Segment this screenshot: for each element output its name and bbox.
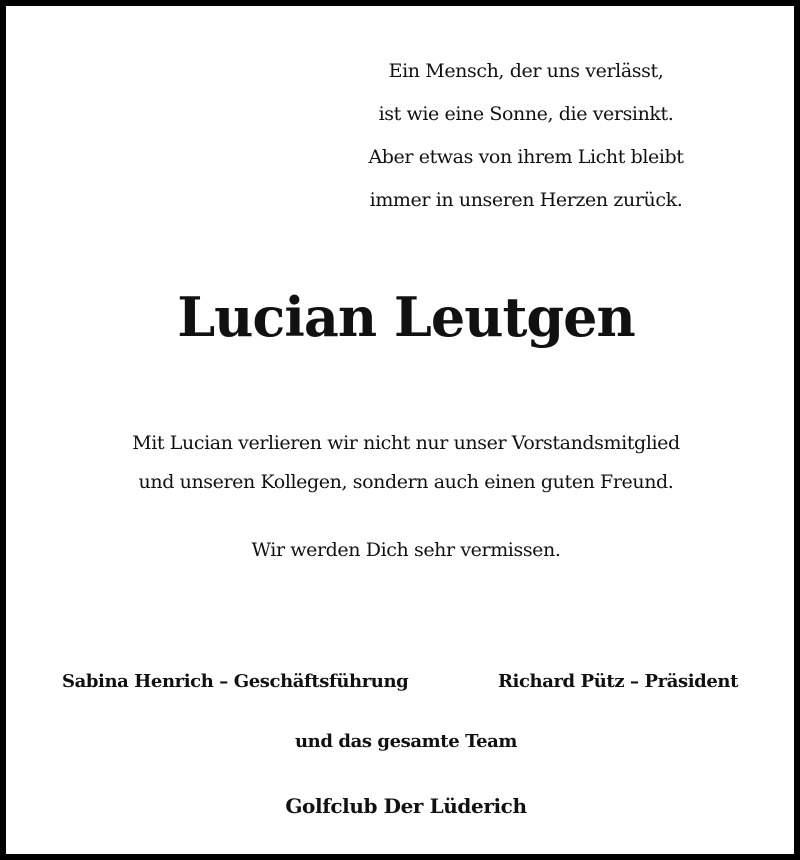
closing-line: Wir werden Dich sehr vermissen.: [251, 539, 561, 561]
poem-line: immer in unseren Herzen zurück.: [369, 189, 683, 211]
message-line: und unseren Kollegen, sondern auch einen guten Freund.: [138, 471, 674, 493]
signature-president: Richard Pütz – Präsident: [497, 671, 738, 692]
message-line: Mit Lucian verlieren wir nicht nur unser Vorstandsmitglied: [132, 432, 680, 454]
club-name: Golfclub Der Lüderich: [285, 794, 527, 818]
poem-line: Ein Mensch, der uns verlässt,: [388, 60, 664, 82]
poem-line: ist wie eine Sonne, die versinkt.: [378, 103, 674, 125]
deceased-name: Lucian Leutgen: [177, 285, 635, 349]
signature-managing-director: Sabina Henrich – Geschäftsführung: [62, 671, 409, 692]
memorial-poem: [326, 50, 726, 222]
signature-team: und das gesamte Team: [294, 731, 518, 752]
poem-line: Aber etwas von ihrem Licht bleibt: [368, 146, 684, 168]
condolence-message: [6, 424, 800, 502]
